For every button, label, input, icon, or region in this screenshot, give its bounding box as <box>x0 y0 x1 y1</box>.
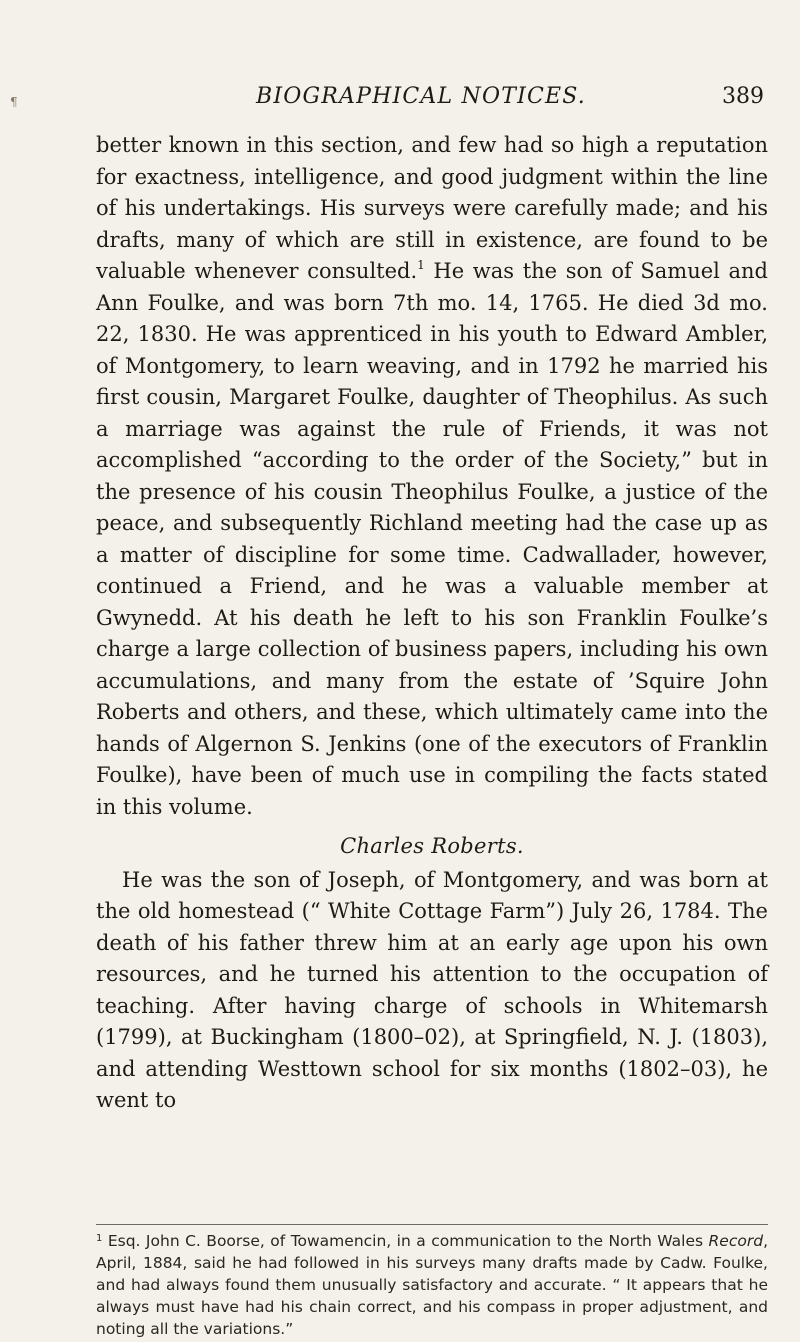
footnote-mark: 1 <box>96 1233 103 1244</box>
section-title: Charles Roberts. <box>340 834 524 858</box>
margin-mark: ¶ <box>10 95 18 109</box>
running-title: BIOGRAPHICAL NOTICES. <box>256 84 586 109</box>
paragraph-text: better known in this section, and few had so high a reputation for exactness, intelligence, and good judgment within the line of his undertakings. His surveys were carefully made; and his drafts, many of which are still in existence, are found to be valuable whenever consulted. <box>96 133 768 283</box>
body-text <box>96 130 768 1117</box>
footnote-reference: 1 <box>417 258 425 272</box>
paragraph-charles-roberts: He was the son of Joseph, of Montgomery, and was born at the old homestead (“ White Cottage Farm”) July 26, 1784. The death of his father threw him at an early age upon his own resources, and he turned his attention to the occupation of teaching. After having charge of schools in Whitemarsh (1799), at Buckingham (1800–02), at Springfield, N. J. (1803), and attending Westtown school for six months (1802–03), he went to <box>96 867 768 1112</box>
footnote-divider <box>96 1224 768 1225</box>
running-head <box>96 84 768 114</box>
footnote <box>96 1230 768 1340</box>
footnote-text-continued: , April, 1884, said he had followed in his surveys many drafts made by Cadw. Foulke, and had always found them unusually satisfactory and accurate. “ It appears that he always must have had his chain correct, and his compass in proper adjustment, and noting all the variations.” <box>96 1232 768 1338</box>
footnote-source-title: Record <box>708 1232 764 1250</box>
footnote-text: Esq. John C. Boorse, of Towamencin, in a communication to the North Wales <box>102 1232 709 1250</box>
paragraph-cadwallader-foulke <box>96 130 768 823</box>
paragraph-text-continued: He was the son of Samuel and Ann Foulke, and was born 7th mo. 14, 1765. He died 3d mo. 22, 1830. He was apprenticed in his youth to Edward Ambler, of Montgomery, to learn weaving, and in 1792 he married his first cousin, Margaret Foulke, daughter of Theophilus. As such a marriage was against the rule of Friends, it was not accomplished “according to the order of the Society,” but in the presence of his cousin Theophilus Foulke, a justice of the peace, and subsequently Richland meeting had the case up as a matter of discipline for some time. Cadwallader, however, continued a Friend, and he was a valuable member at Gwynedd. At his death he left to his son Franklin Foulke’s charge a large collection of business papers, including his own accumulations, and many from the estate of ’Squire John Roberts and others, and these, which ultimately came into the hands of Algernon S. Jenkins (one of the executors of Franklin Foulke), have been of much use in compiling the facts stated in this volume. <box>96 259 768 819</box>
page-number: 389 <box>722 84 764 109</box>
